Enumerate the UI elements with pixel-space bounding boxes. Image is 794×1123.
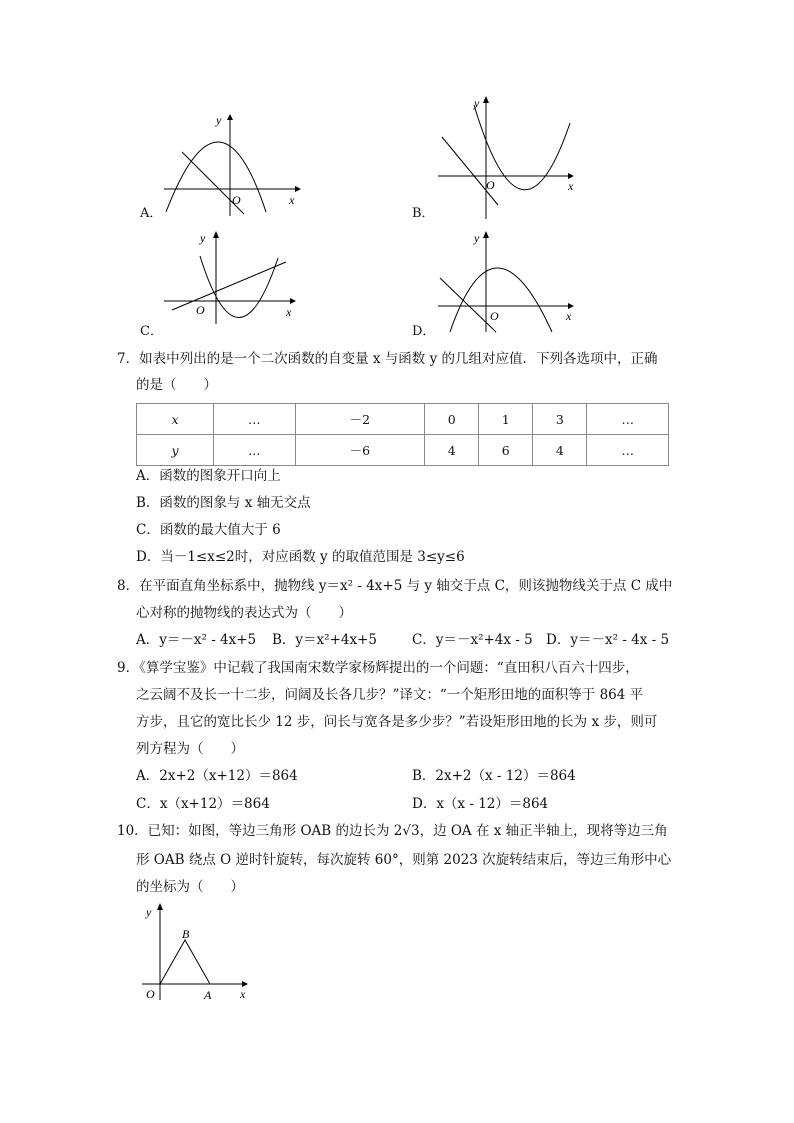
q9-option-a: A．2x+2（x+12）＝864 [136, 768, 298, 784]
table-row [137, 404, 669, 435]
q7-value-table [136, 403, 669, 466]
table-cell: 3 [533, 404, 587, 435]
x-axis-arrow [295, 186, 301, 192]
q9-line3: 方步，且它的宽比长少 12 步，问长与宽各是多少步？”若设矩形田地的长为 x 步，则可 [136, 714, 658, 730]
graph-a [160, 112, 310, 222]
q7-option-a: A．函数的图象开口向上 [136, 468, 281, 484]
graph-origin-label: O [490, 309, 499, 323]
x-axis-arrow [290, 298, 296, 304]
q7-stem-line1: 7．如表中列出的是一个二次函数的自变量 x 与函数 y 的几组对应值．下列各选项中，正确 [117, 351, 658, 367]
graph-d-label: D． [412, 324, 436, 339]
graph-y-label: y [474, 231, 480, 245]
graph-b [434, 93, 584, 223]
y-axis-arrow [483, 96, 489, 103]
graph-x-label: x [286, 305, 292, 319]
equilateral-triangle [160, 940, 210, 984]
table-cell: 4 [533, 435, 587, 466]
graph-origin-label: O [196, 303, 205, 317]
figure-point-b-label: B [182, 927, 190, 941]
q8-option-c: C．y＝－x²+4x - 5 [412, 632, 533, 648]
q8-option-d: D．y＝－x² - 4x - 5 [546, 632, 670, 648]
line-graph [440, 278, 496, 332]
graph-x-label: x [568, 179, 574, 193]
parabola-curve [450, 268, 552, 332]
q10-line2: 形 OAB 绕点 O 逆时针旋转，每次旋转 60°，则第 2023 次旋转结束后，等边三角形中心 [136, 852, 672, 868]
q7-option-b: B．函数的图象与 x 轴无交点 [136, 495, 311, 511]
q9-option-b: B．2x+2（x - 12）＝864 [412, 768, 576, 784]
q9-line4: 列方程为（ ） [136, 741, 244, 757]
table-cell: 4 [425, 435, 479, 466]
table-cell: 0 [425, 404, 479, 435]
graph-b-label: B． [412, 206, 435, 221]
q9-line1: 9．《算学宝鉴》中记载了我国南宋数学家杨辉提出的一个问题：“直田积八百六十四步， [117, 660, 639, 676]
figure-x-label: x [240, 987, 246, 1001]
table-cell: y [137, 435, 214, 466]
table-cell: … [214, 435, 296, 466]
y-axis-arrow [213, 231, 219, 238]
table-cell: 1 [479, 404, 533, 435]
q10-line1: 10．已知：如图，等边三角形 OAB 的边长为 2√3，边 OA 在 x 轴正半轴上，现将等边三角 [117, 823, 668, 839]
graph-x-label: x [289, 193, 295, 207]
q7-option-d: D．当－1≤x≤2时，对应函数 y 的取值范围是 3≤y≤6 [136, 549, 465, 565]
figure-point-a-label: A [204, 988, 212, 1002]
line-graph [172, 262, 286, 310]
graph-a-label: A． [140, 206, 163, 221]
graph-c-label: C． [140, 324, 163, 339]
table-cell: x [137, 404, 214, 435]
figure-origin-label: O [146, 987, 155, 1001]
q9-line2: 之云阔不及长一十二步，问阔及长各几步？”译文：“一个矩形田地的面积等于 864 平 [136, 687, 644, 703]
graph-origin-label: O [232, 193, 241, 207]
graph-y-label: y [216, 113, 222, 127]
q8-option-b: B．y＝x²+4x+5 [272, 632, 377, 648]
graph-origin-label: O [486, 178, 495, 192]
graph-d [434, 228, 584, 338]
graph-y-label: y [474, 96, 480, 110]
parabola-curve [200, 256, 278, 318]
table-cell: －2 [295, 404, 425, 435]
table-cell: … [587, 435, 669, 466]
y-axis-arrow [157, 903, 163, 910]
triangle-figure [138, 900, 258, 1005]
table-cell: … [214, 404, 296, 435]
figure-y-label: y [146, 905, 152, 919]
graph-y-label: y [200, 231, 206, 245]
q7-stem-line2: 的是（ ） [136, 377, 217, 393]
table-cell: 6 [479, 435, 533, 466]
parabola-curve [166, 142, 266, 212]
q8-stem-line2: 心对称的抛物线的表达式为（ ） [136, 605, 352, 621]
q7-option-c: C．函数的最大值大于 6 [136, 522, 281, 538]
y-axis-arrow [483, 231, 489, 238]
table-row [137, 435, 669, 466]
line-graph [442, 137, 498, 205]
q9-option-d: D．x（x - 12）＝864 [412, 796, 549, 812]
table-cell: … [587, 404, 669, 435]
graph-c [160, 228, 310, 328]
q8-option-a: A．y＝－x² - 4x+5 [136, 632, 257, 648]
q8-stem-line1: 8．在平面直角坐标系中，抛物线 y＝x² - 4x+5 与 y 轴交于点 C，则该抛物线关于点 C 成中 [117, 578, 673, 594]
graph-x-label: x [566, 309, 572, 323]
q9-option-c: C．x（x+12）＝864 [136, 796, 270, 812]
y-axis-arrow [227, 114, 233, 120]
table-cell: －6 [295, 435, 425, 466]
q10-line3: 的坐标为（ ） [136, 879, 244, 895]
